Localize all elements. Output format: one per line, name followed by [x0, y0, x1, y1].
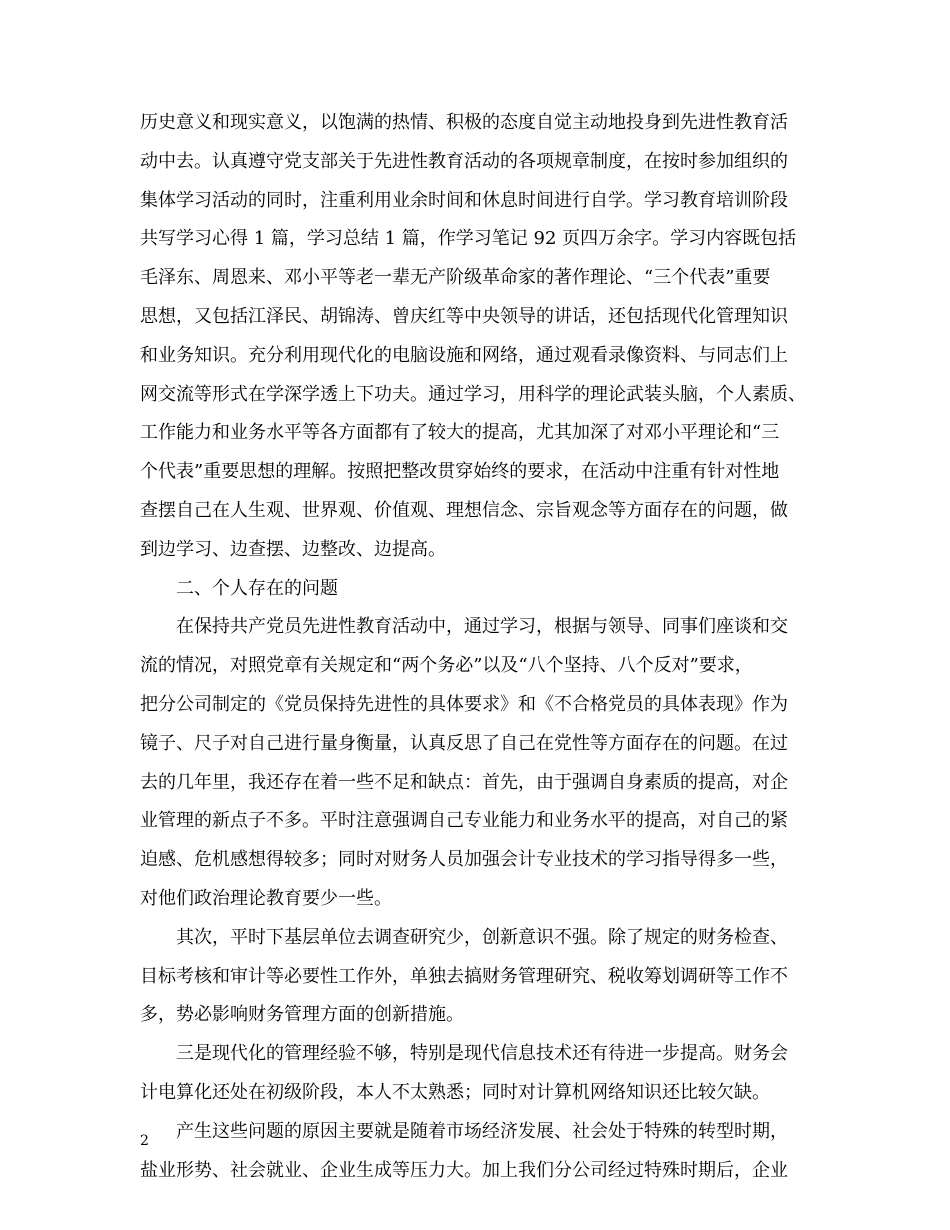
text-line: 多，势必影响财务管理方面的创新措施。	[140, 1004, 464, 1026]
text-line: 计电算化还处在初级阶段，本人不太熟悉；同时对计算机网络知识还比较欠缺。	[140, 1081, 770, 1103]
text-line: 盐业形势、社会就业、企业生成等压力大。加上我们分公司经过特殊时期后，企业	[140, 1159, 788, 1181]
paragraph-first-line: 产生这些问题的原因主要就是随着市场经济发展、社会处于特殊的转型时期，	[176, 1120, 788, 1142]
text-line: 把分公司制定的《党员保持先进性的具体要求》和《不合格党员的具体表现》作为	[140, 693, 788, 715]
text-line: 查摆自己在人生观、世界观、价值观、理想信念、宗旨观念等方面存在的问题，做	[140, 499, 788, 521]
text-line: 集体学习活动的同时，注重利用业余时间和休息时间进行自学。学习教育培训阶段	[140, 189, 788, 211]
text-line: 历史意义和现实意义，以饱满的热情、积极的态度自觉主动地投身到先进性教育活	[140, 112, 788, 133]
text-line: 个代表”重要思想的理解。按照把整改贯穿始终的要求，在活动中注重有针对性地	[140, 461, 780, 483]
section-heading: 二、个人存在的问题	[176, 577, 338, 599]
text-line: 流的情况，对照党章有关规定和“两个务必”以及“八个坚持、八个反对”要求，	[140, 655, 753, 677]
text-line: 迫感、危机感想得较多；同时对财务人员加强会计专业技术的学习指导得多一些，	[140, 849, 788, 871]
text-line: 到边学习、边查摆、边整改、边提高。	[140, 538, 446, 560]
text-line: 工作能力和业务水平等各方面都有了较大的提高，尤其加深了对邓小平理论和“三	[140, 422, 780, 444]
text-line: 目标考核和审计等必要性工作外，单独去搞财务管理研究、税收筹划调研等工作不	[140, 965, 788, 987]
text-line: 网交流等形式在学深学透上下功夫。通过学习，用科学的理论武装头脑，个人素质、	[140, 383, 806, 405]
page-number: 2	[140, 1133, 149, 1149]
paragraph-first-line: 其次，平时下基层单位去调查研究少，创新意识不强。除了规定的财务检查、	[176, 926, 788, 948]
text-line: 动中去。认真遵守党支部关于先进性教育活动的各项规章制度，在按时参加组织的	[140, 150, 788, 172]
text-line: 镜子、尺子对自己进行量身衡量，认真反思了自己在党性等方面存在的问题。在过	[140, 732, 788, 754]
text-line: 业管理的新点子不多。平时注意强调自己专业能力和业务水平的提高，对自己的紧	[140, 810, 788, 832]
document-body	[140, 104, 820, 1190]
text-line: 毛泽东、周恩来、邓小平等老一辈无产阶级革命家的著作理论、“三个代表”重要	[140, 267, 771, 289]
text-line: 和业务知识。充分利用现代化的电脑设施和网络，通过观看录像资料、与同志们上	[140, 344, 788, 366]
paragraph-first-line: 三是现代化的管理经验不够，特别是现代信息技术还有待进一步提高。财务会	[176, 1043, 788, 1065]
paragraph-first-line: 在保持共产党员先进性教育活动中，通过学习，根据与领导、同事们座谈和交	[176, 616, 788, 638]
text-line: 对他们政治理论教育要少一些。	[140, 887, 392, 909]
text-line: 共写学习心得 1 篇，学习总结 1 篇，作学习笔记 92 页四万余字。学习内容既包括	[140, 228, 797, 250]
text-line: 思想，又包括江泽民、胡锦涛、曾庆红等中央领导的讲话，还包括现代化管理知识	[140, 305, 788, 327]
text-line: 去的几年里，我还存在着一些不足和缺点：首先，由于强调自身素质的提高，对企	[140, 771, 788, 793]
